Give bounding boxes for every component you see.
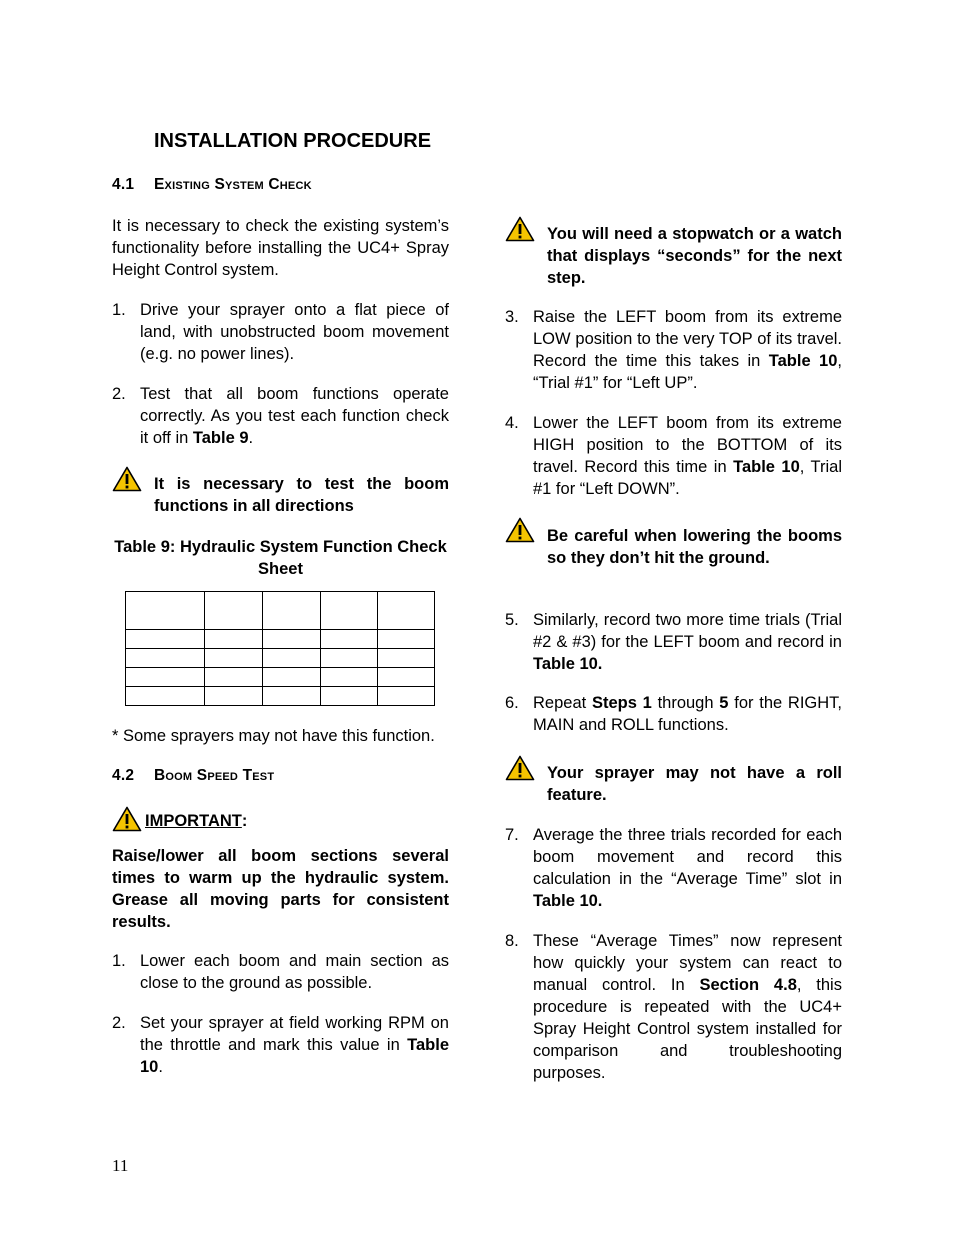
list-item: [112, 383, 449, 449]
table-cell: [263, 630, 321, 649]
step-text: Average the three trials recorded for each boom movement and record this calculation in the “Average Time” slot in Table 10.: [533, 826, 842, 910]
warning-note: [505, 755, 842, 806]
step-text: These “Average Times” now represent how quickly your system can react to manual control. In Section 4.8, this procedure is repeated with the UC4+ Spray Height Control system installed for comparison and troubleshooting purposes.: [533, 932, 842, 1082]
warning-text: Your sprayer may not have a roll feature.: [547, 764, 842, 804]
list-item: [112, 1012, 449, 1078]
table-cell: [205, 630, 263, 649]
table-cell: [378, 668, 435, 687]
table-cell: [205, 687, 263, 706]
table-cell: [263, 649, 321, 668]
table-cell: [321, 668, 378, 687]
step-text: Drive your sprayer onto a flat piece of land, with unobstructed boom movement (e.g. no power lines).: [140, 301, 449, 363]
page-title: INSTALLATION PROCEDURE: [154, 130, 432, 152]
warning-triangle-icon: [505, 216, 535, 242]
intro-text: It is necessary to check the existing system’s functionality before installing the UC4+ Spray Height Control system.: [112, 217, 449, 279]
table-cell: [263, 592, 321, 630]
list-item: [505, 692, 842, 736]
step-number: 5.: [505, 611, 519, 629]
table-cell: [205, 592, 263, 630]
table-cell: [126, 668, 205, 687]
page-number: 11: [112, 1156, 129, 1175]
step-number: 6.: [505, 694, 519, 712]
step-number: 8.: [505, 932, 519, 950]
warning-note: [505, 517, 842, 569]
important-colon: :: [241, 812, 248, 830]
important-word: IMPORTANT: [145, 812, 242, 830]
table-cell: [321, 592, 378, 630]
list-item: [505, 412, 842, 500]
table-cell: [378, 687, 435, 706]
check-sheet-table: [125, 591, 435, 706]
table-cell: [378, 592, 435, 630]
section-number: 4.2: [112, 767, 135, 784]
warning-triangle-icon: [505, 517, 535, 543]
section-heading-4-2: [112, 767, 274, 785]
warning-triangle-icon: [112, 466, 142, 492]
table-cell: [378, 649, 435, 668]
intro-paragraph: [112, 215, 449, 281]
table-cell: [263, 687, 321, 706]
table-caption: Table 9: Hydraulic System Function Check Sheet: [114, 538, 447, 578]
step-text: Test that all boom functions operate correctly. As you test each function check it off in Table 9.: [140, 385, 449, 447]
warning-text: You will need a stopwatch or a watch that displays “seconds” for the next step.: [547, 225, 842, 287]
step-text: Repeat Steps 1 through 5 for the RIGHT, MAIN and ROLL functions.: [533, 694, 843, 734]
section-title: Boom Speed Test: [154, 767, 275, 784]
step-number: 3.: [505, 308, 519, 326]
section-number: 4.1: [112, 176, 135, 193]
table-cell: [321, 649, 378, 668]
table-cell: [126, 649, 205, 668]
list-item: [112, 299, 449, 365]
step-number: 7.: [505, 826, 519, 844]
step-number: 4.: [505, 414, 519, 432]
step-text: Lower each boom and main section as close to the ground as possible.: [140, 952, 449, 992]
important-paragraph: [112, 845, 449, 933]
table-cell: [126, 687, 205, 706]
step-number: 1.: [112, 301, 126, 319]
warning-triangle-icon: [112, 806, 142, 832]
list-item: [505, 930, 842, 1084]
table-cell: [205, 668, 263, 687]
step-number: 2.: [112, 1014, 126, 1032]
list-item: [505, 824, 842, 912]
warning-note: [505, 216, 842, 289]
warning-triangle-icon: [505, 755, 535, 781]
footnote: * Some sprayers may not have this function.: [112, 727, 435, 745]
table-cell: [378, 630, 435, 649]
list-item: [505, 609, 842, 675]
step-text: Similarly, record two more time trials (Trial #2 & #3) for the LEFT boom and record in Table 10.: [533, 611, 842, 673]
step-number: 2.: [112, 385, 126, 403]
table-cell: [126, 592, 205, 630]
step-text: Raise the LEFT boom from its extreme LOW position to the very TOP of its travel. Record the time this takes in Table 10, “Trial #1” for “Left UP”.: [533, 308, 842, 392]
important-text: Raise/lower all boom sections several times to warm up the hydraulic system. Grease all moving parts for consistent results.: [112, 847, 449, 931]
table-cell: [321, 630, 378, 649]
list-item: [112, 950, 449, 994]
list-item: [505, 306, 842, 394]
important-label: [112, 806, 247, 832]
warning-text: It is necessary to test the boom functions in all directions: [154, 475, 449, 515]
section-heading-4-1: [112, 176, 312, 194]
step-text: Lower the LEFT boom from its extreme HIGH position to the BOTTOM of its travel. Record this time in Table 10, Trial #1 for “Left DOWN”.: [533, 414, 843, 498]
warning-text: Be careful when lowering the booms so they don’t hit the ground.: [547, 527, 842, 567]
table-cell: [263, 668, 321, 687]
section-title: Existing System Check: [154, 176, 312, 193]
table-cell: [126, 630, 205, 649]
table-cell: [205, 649, 263, 668]
step-number: 1.: [112, 952, 126, 970]
warning-note: [112, 466, 449, 517]
step-text: Set your sprayer at field working RPM on the throttle and mark this value in Table 10.: [140, 1014, 449, 1076]
table-cell: [321, 687, 378, 706]
